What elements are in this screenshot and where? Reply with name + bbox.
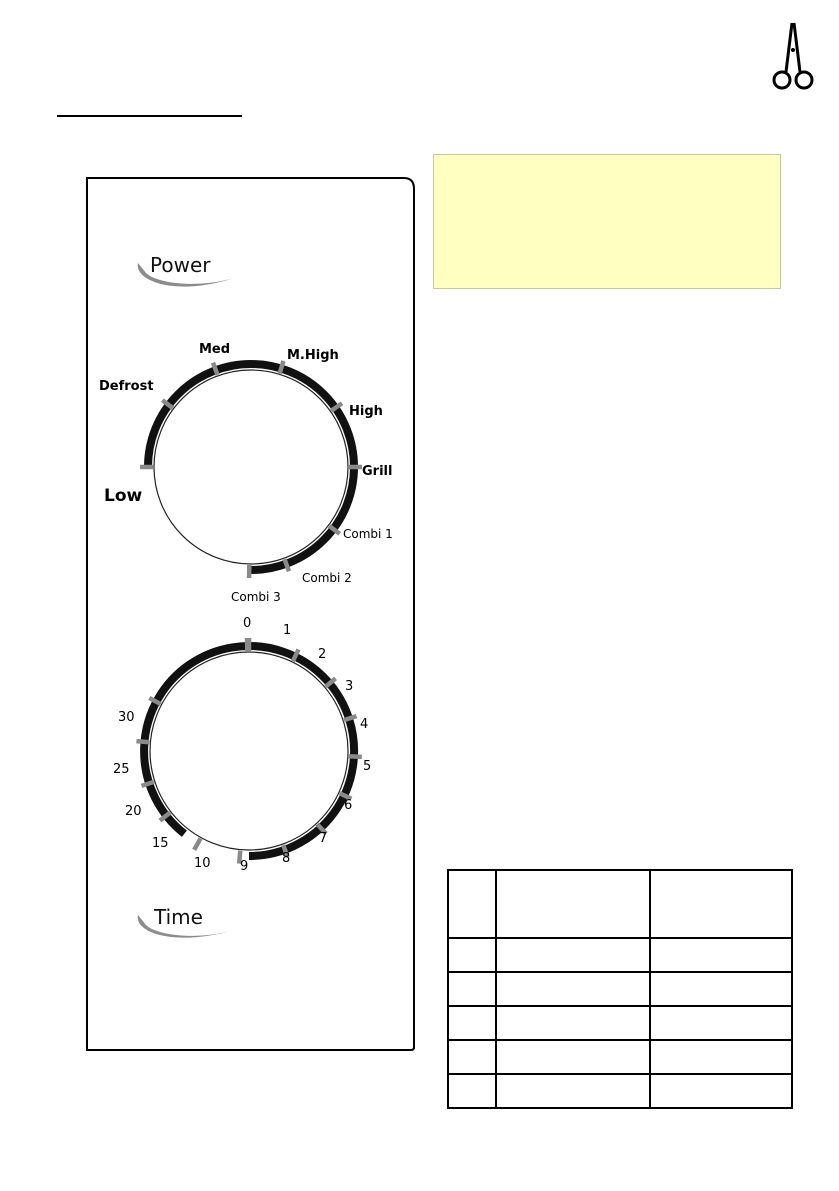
dial-face[interactable]	[154, 370, 348, 564]
table-row	[448, 1040, 792, 1074]
table-cell	[448, 1040, 496, 1074]
table-cell	[496, 1006, 650, 1040]
power-label-low: Low	[104, 486, 143, 506]
table-cell	[650, 938, 792, 972]
power-label-combi3: Combi 3	[231, 590, 281, 604]
table-cell	[496, 1040, 650, 1074]
power-label-m-high: M.High	[287, 348, 339, 363]
table-cell	[650, 1006, 792, 1040]
power-label-med: Med	[199, 342, 231, 357]
table-row	[448, 938, 792, 972]
power-dial-title: Power	[150, 253, 211, 277]
time-label: 10	[194, 856, 211, 871]
table-cell	[448, 1074, 496, 1108]
table-row	[448, 1006, 792, 1040]
table-cell	[496, 938, 650, 972]
time-label: 1	[283, 623, 292, 638]
scissors-icon	[761, 20, 819, 90]
section-heading-underline	[57, 115, 242, 117]
power-label-high: High	[349, 404, 383, 419]
time-label: 5	[363, 759, 372, 774]
time-label: 20	[125, 804, 142, 819]
table-row	[448, 1074, 792, 1108]
table-cell	[448, 870, 496, 938]
time-label: 0	[243, 616, 252, 631]
time-label: 6	[344, 798, 353, 813]
note-box	[433, 154, 781, 289]
table-cell	[448, 972, 496, 1006]
time-label: 4	[360, 717, 369, 732]
time-label: 15	[152, 836, 169, 851]
table-cell	[496, 870, 650, 938]
settings-table	[447, 869, 793, 1109]
table-cell	[448, 938, 496, 972]
dial-tick	[349, 756, 362, 757]
table-cell	[496, 972, 650, 1006]
table-cell	[650, 1074, 792, 1108]
time-label: 7	[319, 831, 328, 846]
table-cell	[496, 1074, 650, 1108]
control-panel	[86, 177, 415, 1051]
dial-tick	[136, 741, 149, 742]
power-label-grill: Grill	[362, 464, 393, 479]
table-row	[448, 972, 792, 1006]
time-label: 2	[318, 647, 327, 662]
power-label-combi1: Combi 1	[343, 527, 393, 541]
table-cell	[650, 972, 792, 1006]
time-label: 30	[118, 710, 135, 725]
dial-face[interactable]	[150, 652, 348, 850]
time-label: 9	[240, 859, 249, 874]
power-label-defrost: Defrost	[99, 379, 154, 394]
table-cell	[650, 1040, 792, 1074]
power-label-combi2: Combi 2	[302, 571, 352, 585]
table-cell	[650, 870, 792, 938]
time-label: 25	[113, 762, 130, 777]
time-label: 3	[345, 679, 354, 694]
table-header-row	[448, 870, 792, 938]
time-label: 8	[282, 851, 291, 866]
table-cell	[448, 1006, 496, 1040]
time-dial-title: Time	[154, 905, 203, 929]
